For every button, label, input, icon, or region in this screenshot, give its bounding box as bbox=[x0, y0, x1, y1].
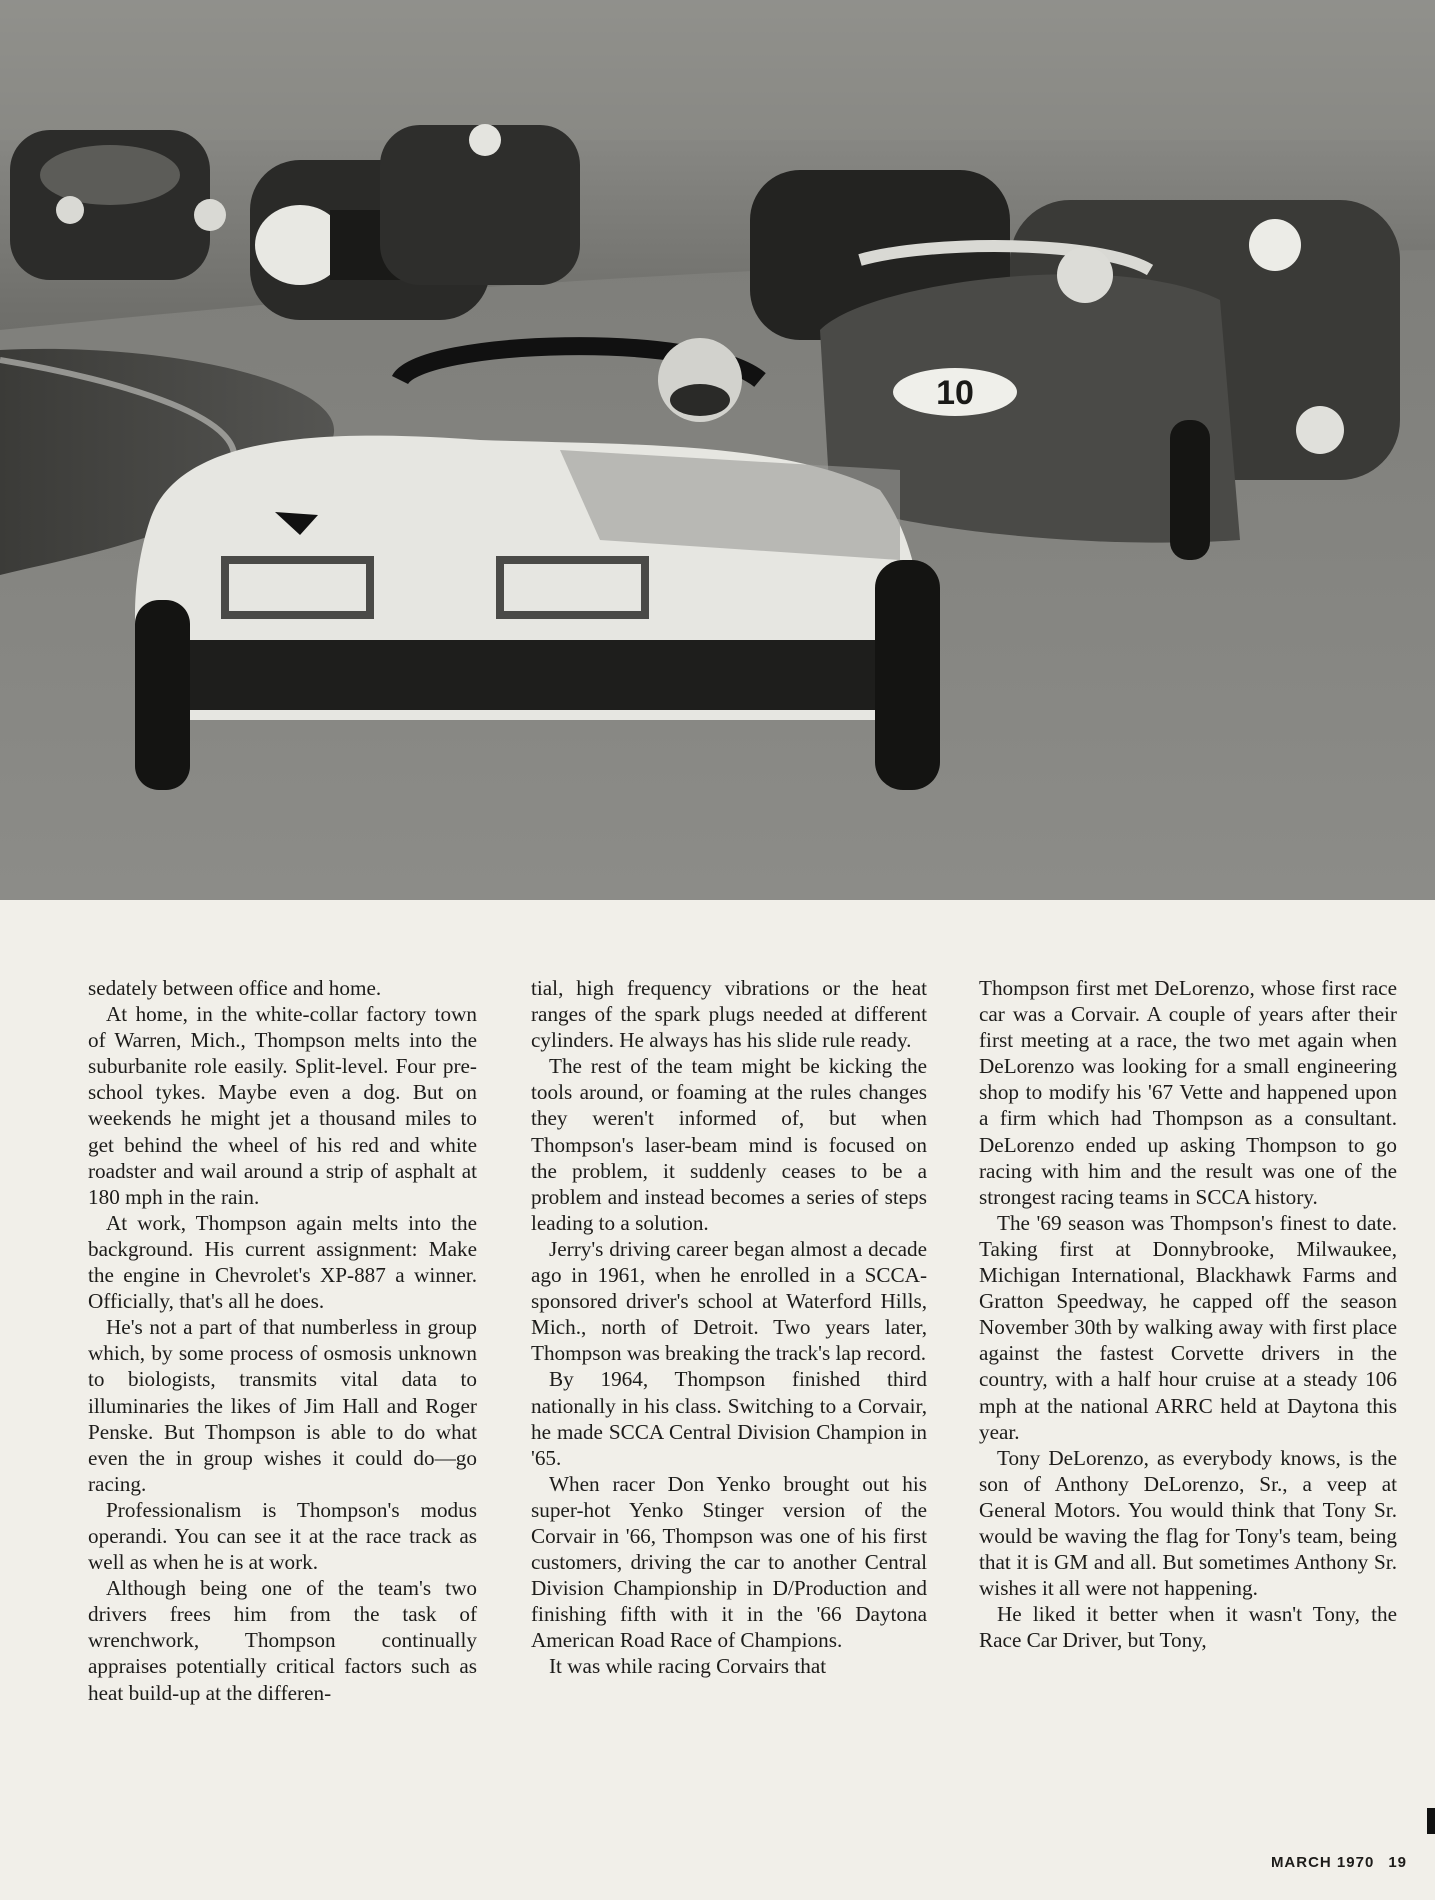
page-number: 19 bbox=[1388, 1854, 1407, 1871]
article-column-1 bbox=[88, 975, 477, 1706]
paragraph: When racer Don Yenko brought out his super-hot Yenko Stinger version of the Corvair in '66, Thompson was one of his first customers, driving the car to another Central Division Championship in D/Production and finishing fifth with it in the '66 Daytona American Road Race of Champions. bbox=[531, 1471, 927, 1653]
article-body bbox=[0, 975, 1435, 1815]
race-photo bbox=[0, 0, 1435, 900]
paragraph: Thompson first met DeLorenzo, whose first race car was a Corvair. A couple of years after their first meeting at a race, the two met again when DeLorenzo was looking for a small engineering shop to modify his '67 Vette and happened upon a firm which had Thompson as a consultant. DeLorenzo ended up asking Thompson to go racing with him and the result was one of the strongest racing teams in SCCA history. bbox=[979, 976, 1397, 1209]
paragraph: He's not a part of that numberless in group which, by some process of osmosis unknown to biologists, transmits vital data to illuminaries the likes of Jim Hall and Roger Penske. But Thompson is able to do what even the in group wishes it could do—go racing. bbox=[88, 1315, 477, 1496]
page-folio bbox=[1271, 1854, 1407, 1871]
paragraph: Tony DeLorenzo, as everybody knows, is the son of Anthony DeLorenzo, Sr., a veep at General Motors. You would think that Tony Sr. would be waving the flag for Tony's team, being that it is GM and all. But sometimes Anthony Sr. wishes it all were not happening. bbox=[979, 1445, 1397, 1601]
paragraph: tial, high frequency vibrations or the heat ranges of the spark plugs needed at different cylinders. He always has his slide rule ready. bbox=[531, 976, 927, 1053]
article-column-3 bbox=[979, 975, 1397, 1653]
car-number-1: 1 bbox=[296, 530, 297, 531]
issue-date: MARCH 1970 bbox=[1270, 1854, 1375, 1871]
car-number-10: 10 bbox=[936, 374, 974, 412]
paragraph: He liked it better when it wasn't Tony, the Race Car Driver, but Tony, bbox=[979, 1602, 1397, 1653]
paragraph: It was while racing Corvairs that bbox=[549, 1654, 827, 1679]
paragraph: Jerry's driving career began almost a decade ago in 1961, when he enrolled in a SCCA-sponsored driver's school at Waterford Hills, Mich., north of Detroit. Two years later, Thompson was breaking the track's lap record. bbox=[531, 1236, 927, 1366]
paragraph: By 1964, Thompson finished third nationally in his class. Switching to a Corvair, he made SCCA Central Division Champion in '65. bbox=[531, 1367, 927, 1470]
paragraph: sedately between office and home. bbox=[88, 976, 382, 1000]
paragraph: At home, in the white-collar factory town of Warren, Mich., Thompson melts into the suburbanite role easily. Split-level. Four pre-school tykes. Maybe even a dog. But on weekends he might jet a thousand miles to get behind the wheel of his red and white roadster and wail around a strip of asphalt at 180 mph in the rain. bbox=[88, 1002, 477, 1209]
paragraph: At work, Thompson again melts into the background. His current assignment: Make the engine in Chevrolet's XP-887 a winner. Officially, that's all he does. bbox=[88, 1210, 477, 1314]
continuation-mark bbox=[1427, 1808, 1435, 1834]
race-photo-icon bbox=[0, 0, 1435, 900]
paragraph: The '69 season was Thompson's finest to date. Taking first at Donnybrooke, Milwaukee, Michigan International, Blackhawk Farms and Gratton Speedway, he capped off the season November 30th by walking away with first place against the fastest Corvette drivers in the country, with a half hour cruise at a steady 106 mph at the national ARRC held at Daytona this year. bbox=[979, 1210, 1397, 1444]
paragraph: Although being one of the team's two drivers frees him from the task of wrenchwork, Thompson continually appraises potentially critical factors such as heat build-up at the differen- bbox=[88, 1576, 477, 1705]
paragraph: Professionalism is Thompson's modus operandi. You can see it at the race track as well as when he is at work. bbox=[88, 1497, 477, 1575]
article-column-2 bbox=[531, 975, 927, 1680]
paragraph: The rest of the team might be kicking the tools around, or foaming at the rules changes they weren't informed of, but when Thompson's laser-beam mind is focused on the problem, it suddenly ceases to be a problem and instead becomes a series of steps leading to a solution. bbox=[531, 1054, 927, 1235]
